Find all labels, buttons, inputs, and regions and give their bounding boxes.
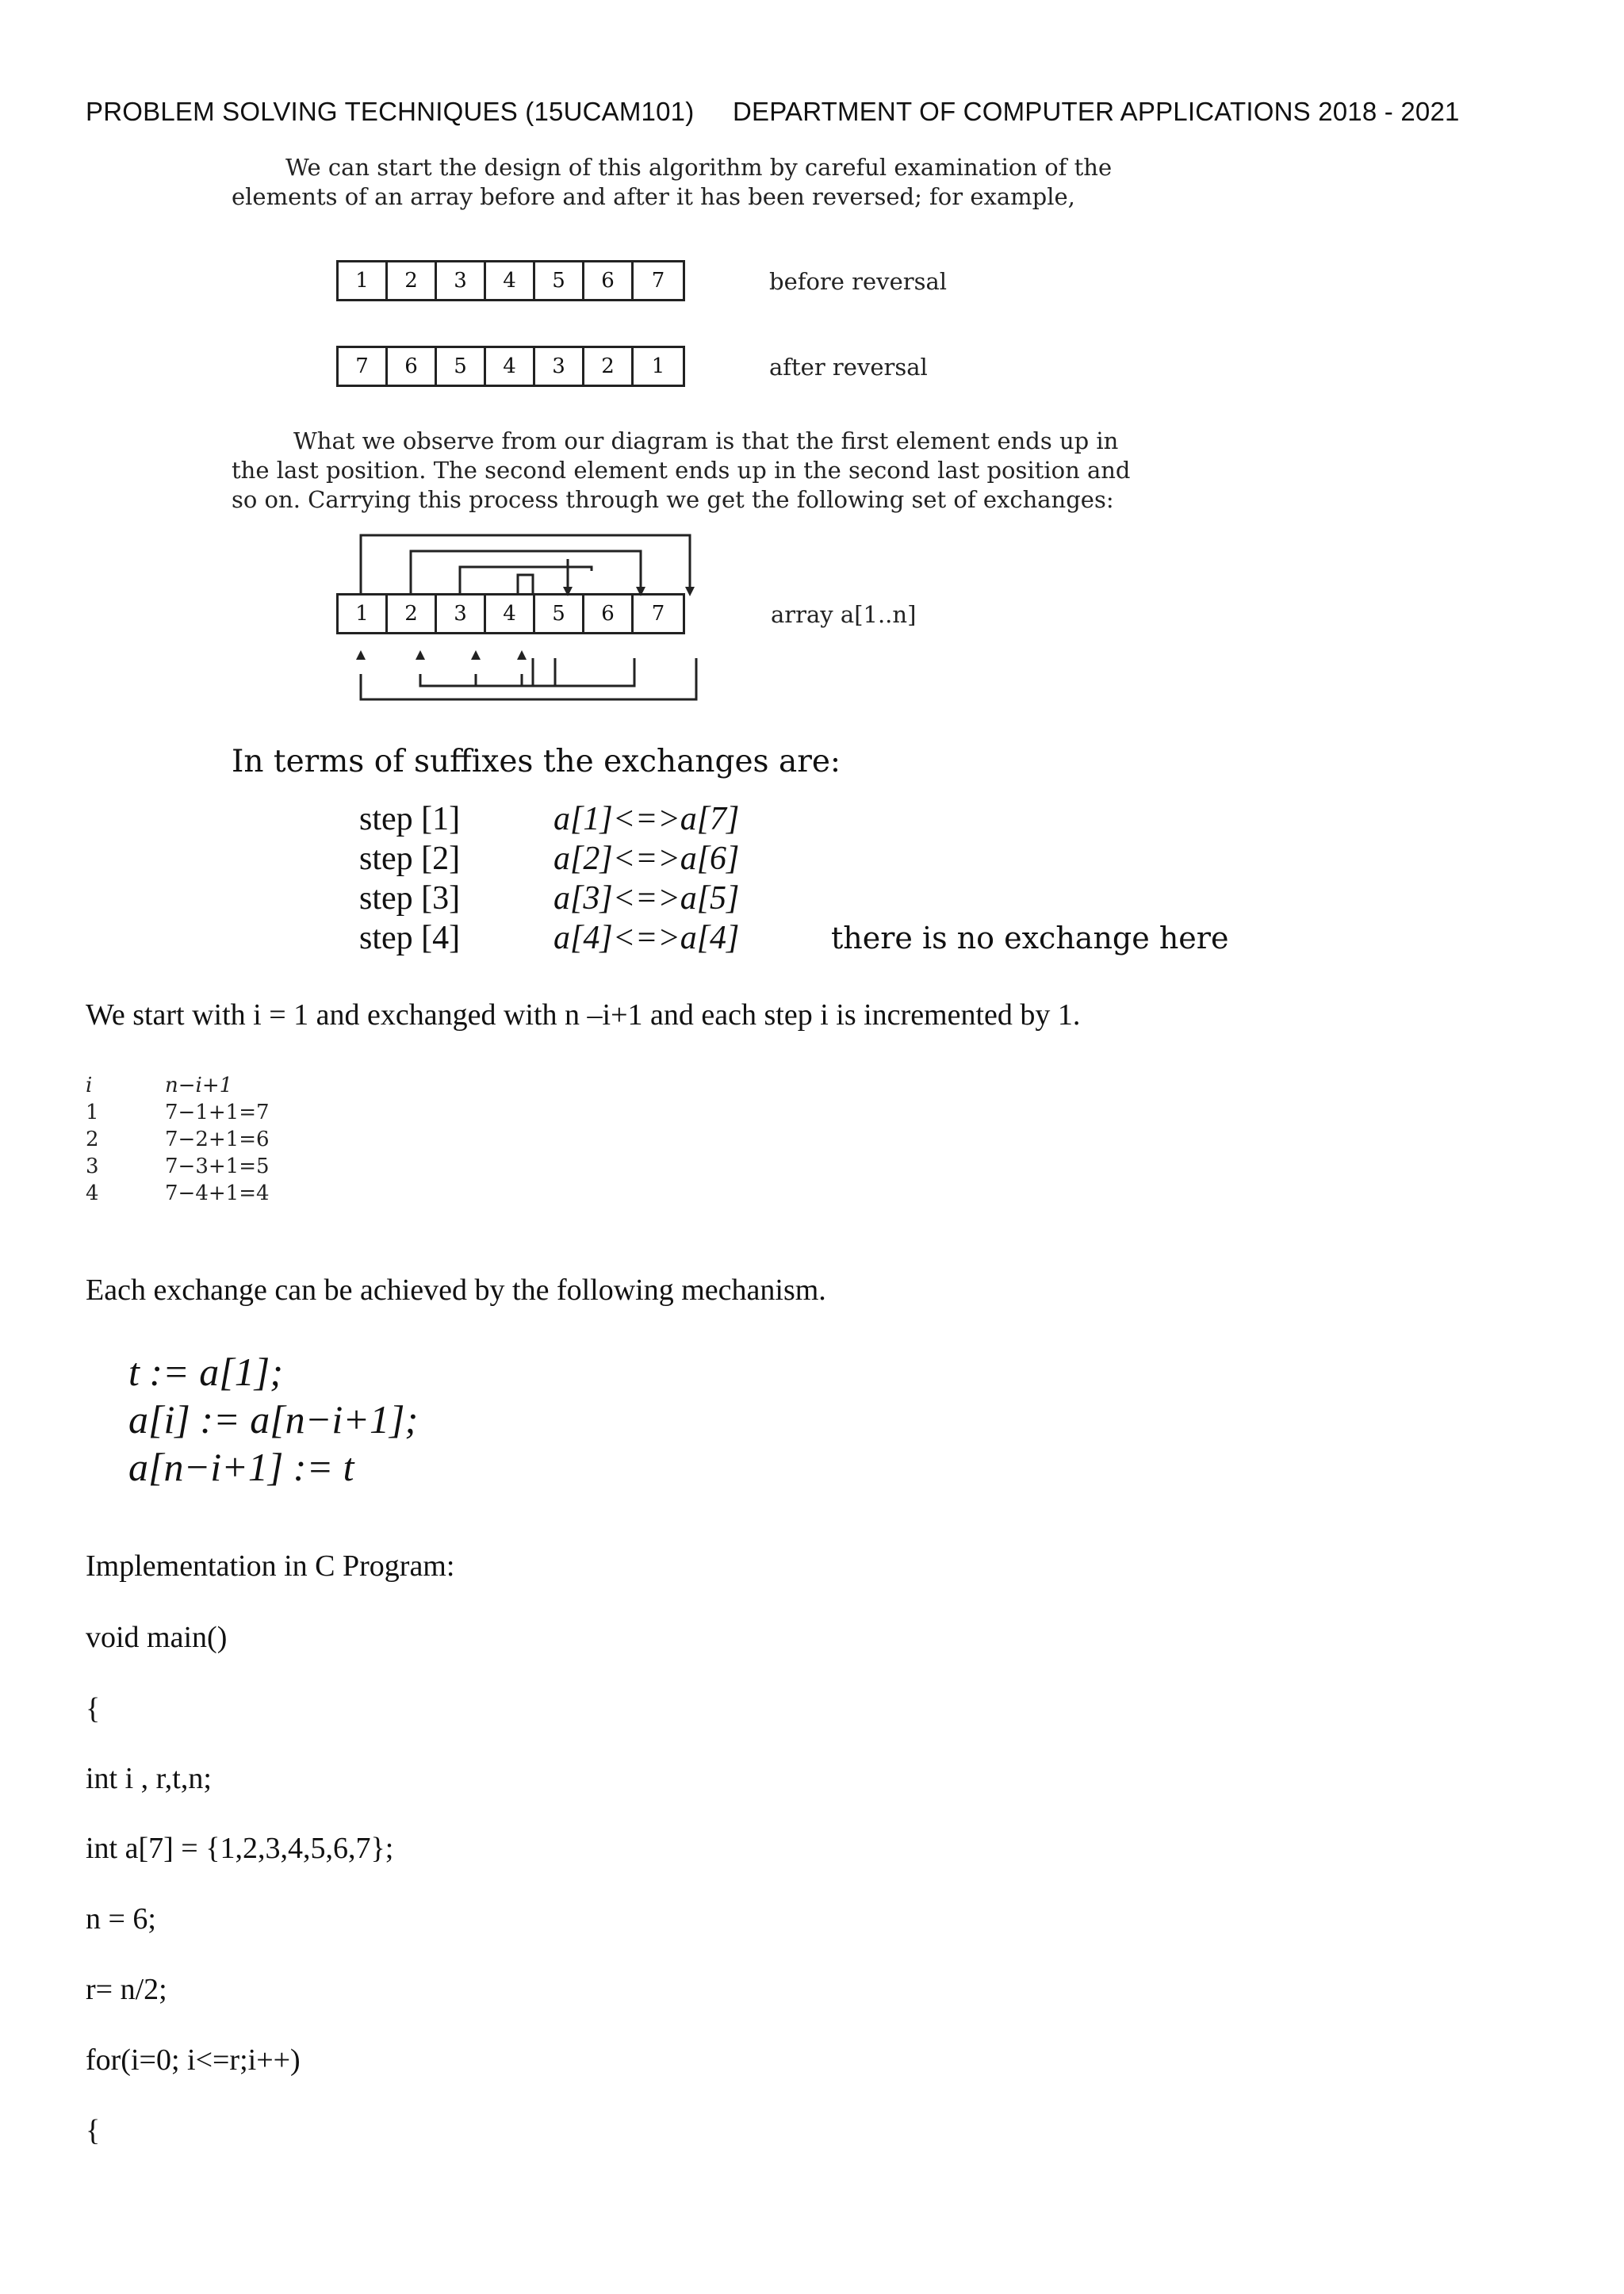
step-row [359, 879, 1311, 918]
suffix-heading: In terms of suffixes the exchanges are: [232, 744, 841, 779]
array-before [336, 260, 685, 301]
header-course: PROBLEM SOLVING TECHNIQUES (15UCAM101) [86, 97, 695, 126]
code-line: void main() [86, 1621, 228, 1654]
array-after [336, 346, 685, 387]
ni-expr: 7−3+1=5 [165, 1155, 270, 1178]
intro-line-1: We can start the design of this algorithm by careful examination of the [285, 154, 1113, 181]
array-cell: 2 [388, 262, 437, 299]
implementation-heading: Implementation in C Program: [86, 1549, 455, 1583]
observe-line-1: What we observe from our diagram is that the first element ends up in [293, 427, 1119, 454]
code-line: r= n/2; [86, 1973, 167, 2006]
ni-header-expr: n−i+1 [165, 1074, 233, 1097]
array-exchange [336, 593, 685, 634]
code-line: for(i=0; i<=r;i++) [86, 2043, 301, 2077]
array-cell: 2 [388, 596, 437, 632]
array-cell: 5 [535, 596, 584, 632]
observe-line-3: so on. Carrying this process through we get the following set of exchanges: [232, 486, 1114, 513]
array-cell: 3 [437, 262, 486, 299]
step-expression: a[1]<=>a[7] [553, 801, 740, 837]
array-cell: 5 [437, 348, 486, 385]
code-line: int a[7] = {1,2,3,4,5,6,7}; [86, 1832, 394, 1865]
array-cell: 7 [651, 269, 665, 293]
ni-i: 2 [86, 1128, 99, 1151]
array-cell: 4 [486, 596, 535, 632]
before-reversal-label: before reversal [769, 268, 948, 295]
mechanism-line: a[i] := a[n−i+1]; [128, 1397, 419, 1442]
intro-paragraph-2 [232, 182, 1075, 212]
array-cell: 4 [486, 262, 535, 299]
array-cell: 3 [535, 348, 584, 385]
ni-header-i: i [86, 1074, 93, 1097]
header-department: DEPARTMENT OF COMPUTER APPLICATIONS 2018 - 2021 [733, 97, 1460, 126]
array-cell: 7 [339, 348, 388, 385]
array-cell: 3 [437, 596, 486, 632]
mechanism-line: t := a[1]; [128, 1350, 283, 1394]
array-cell: 5 [535, 262, 584, 299]
ni-expr: 7−1+1=7 [165, 1101, 270, 1124]
no-exchange-note: there is no exchange here [831, 921, 1229, 956]
ni-expr: 7−4+1=4 [165, 1181, 270, 1205]
observe-paragraph [293, 427, 1118, 456]
array-cell: 6 [388, 348, 437, 385]
array-cell: 4 [486, 348, 535, 385]
step-label: step [2] [359, 841, 461, 877]
step-label: step [4] [359, 920, 461, 956]
observe-line-2: the last position. The second element ends up in the second last position and [232, 457, 1131, 484]
array-cell: 1 [339, 596, 388, 632]
step-expression: a[2]<=>a[6] [553, 841, 740, 877]
code-line: int i , r,t,n; [86, 1762, 212, 1795]
code-line: { [86, 1692, 101, 1725]
step-row [359, 799, 1311, 839]
array-a-label: array a[1..n] [771, 601, 917, 628]
array-cell: 1 [339, 262, 388, 299]
array-cell: 6 [584, 262, 634, 299]
ni-i: 1 [86, 1101, 99, 1124]
step-expression: a[3]<=>a[5] [553, 880, 740, 917]
array-cell: 7 [651, 602, 665, 626]
observe-paragraph-2 [232, 456, 1131, 515]
mechanism-line: a[n−i+1] := t [128, 1445, 354, 1489]
bracket-4-4-top [518, 575, 533, 595]
steps-list [359, 799, 1311, 958]
bracket-3-5 [460, 567, 592, 595]
step-row [359, 918, 1311, 958]
bracket-bottom-1 [361, 658, 696, 699]
ni-i: 4 [86, 1181, 99, 1205]
bracket-2-6 [411, 551, 641, 595]
step-row [359, 839, 1311, 879]
intro-line-2: elements of an array before and after it has been reversed; for example, [232, 183, 1075, 210]
code-line: n = 6; [86, 1902, 156, 1936]
step-expression: a[4]<=>a[4] [553, 920, 740, 956]
array-cell: 6 [584, 596, 634, 632]
after-reversal-label: after reversal [769, 354, 928, 381]
intro-paragraph [285, 153, 1112, 182]
ni-expr: 7−2+1=6 [165, 1128, 270, 1151]
code-line: { [86, 2114, 101, 2147]
array-cell: 1 [651, 354, 665, 378]
step-label: step [1] [359, 801, 461, 837]
array-cell: 2 [584, 348, 634, 385]
bracket-bottom-2 [420, 658, 634, 686]
mechanism-formulas [128, 1348, 418, 1491]
mechanism-sentence: Each exchange can be achieved by the following mechanism. [86, 1273, 826, 1307]
ni-i: 3 [86, 1155, 99, 1178]
step-label: step [3] [359, 880, 461, 917]
start-sentence: We start with i = 1 and exchanged with n –i+1 and each step i is incremented by 1. [86, 998, 1081, 1032]
